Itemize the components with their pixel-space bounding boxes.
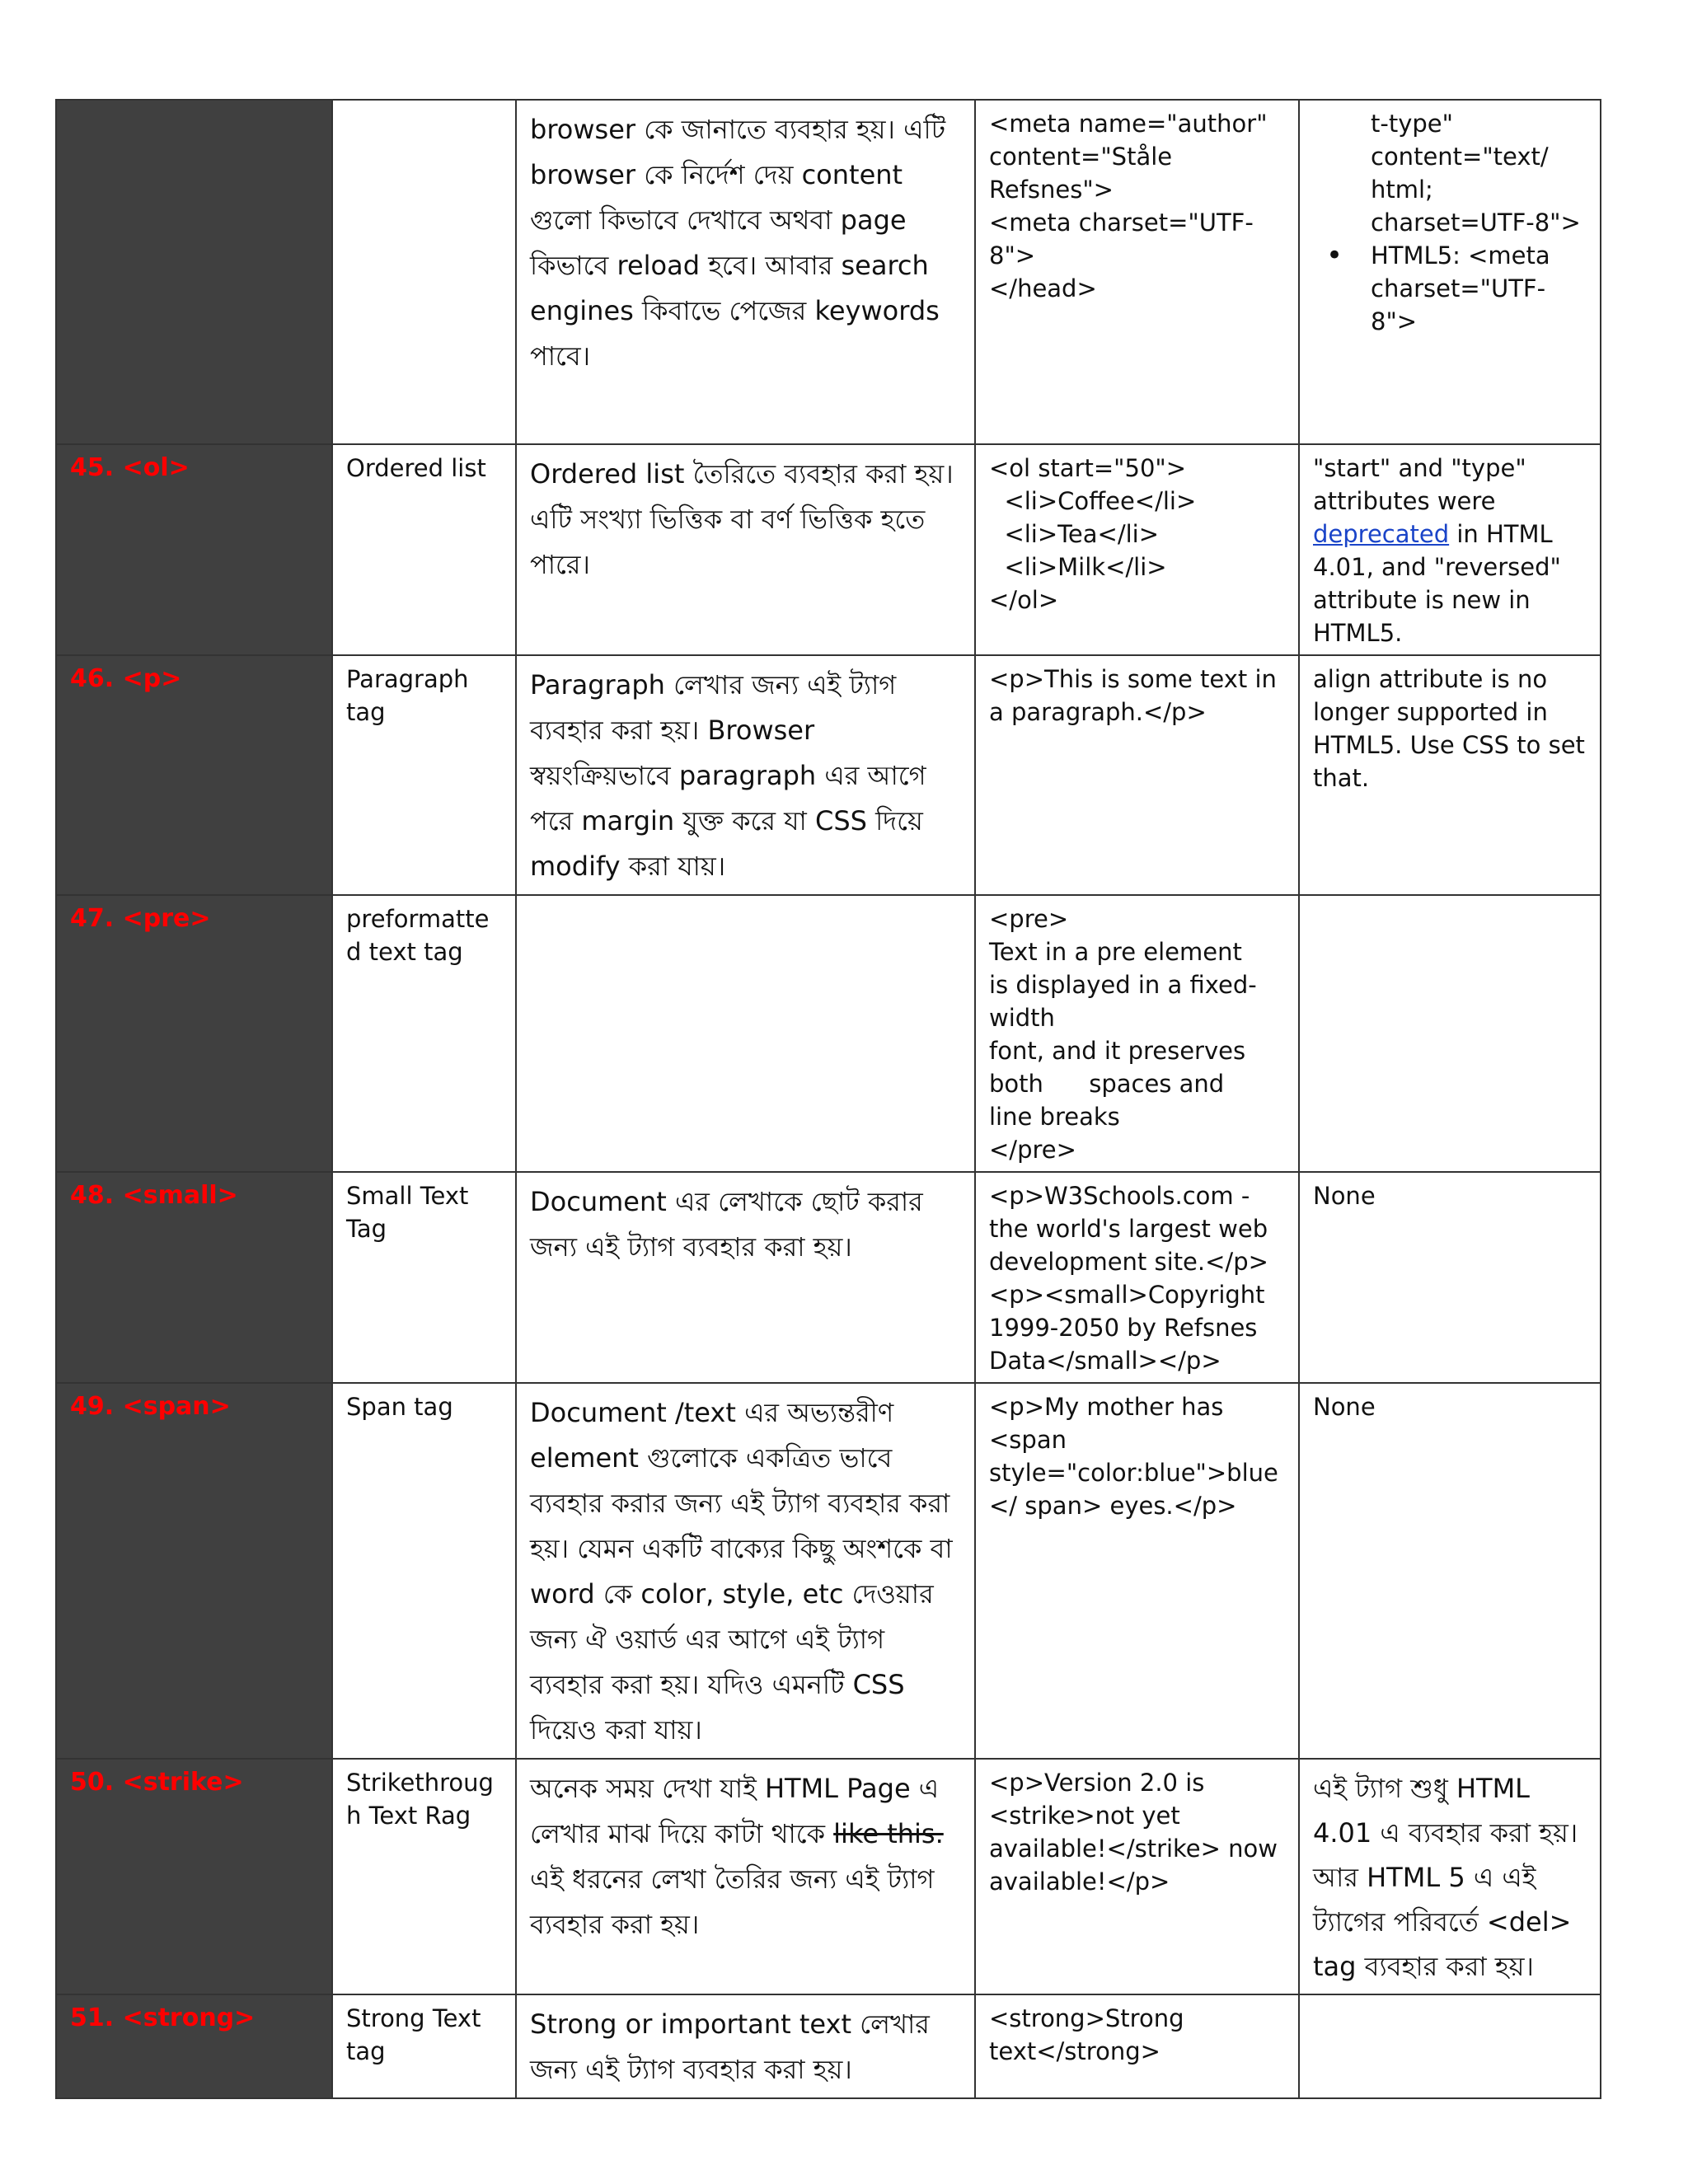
tag-name-cell: Strong Text tag bbox=[332, 1994, 516, 2098]
note-cell bbox=[1299, 895, 1601, 1172]
note-cell: None bbox=[1299, 1383, 1601, 1759]
note-cell: None bbox=[1299, 1172, 1601, 1383]
table-row bbox=[56, 1383, 1601, 1759]
note-cell bbox=[1299, 444, 1601, 655]
example-cell: <strong>Strong text</strong> bbox=[975, 1994, 1299, 2098]
table-row bbox=[56, 444, 1601, 655]
description-cell bbox=[516, 895, 975, 1172]
description-cell: Document এর লেখাকে ছোট করার জন্য এই ট্যাগ ব্যবহার করা হয়। bbox=[516, 1172, 975, 1383]
description-cell: browser কে জানাতে ব্যবহার হয়। এটি browser কে নির্দেশ দেয় content গুলো কিভাবে দেখাবে অথবা page কিভাবে reload হবে। আবার search engines কিবাভে পেজের keywords পাবে। bbox=[516, 100, 975, 444]
note-cell bbox=[1299, 100, 1601, 444]
tag-cell: 47. <pre> bbox=[56, 895, 332, 1172]
note-list-item: • HTML5: <meta charset="UTF-8"> bbox=[1371, 239, 1587, 338]
table-row bbox=[56, 655, 1601, 895]
tag-cell bbox=[56, 100, 332, 444]
example-cell: <p>W3Schools.com - the world's largest web development site.</p> <p><small>Copyright 1999-2050 by Refsnes Data</small></p> bbox=[975, 1172, 1299, 1383]
description-cell: Document /text এর অভ্যন্তরীণ element গুলোকে একত্রিত ভাবে ব্যবহার করার জন্য এই ট্যাগ ব্যবহার করা হয়। যেমন একটি বাক্যের কিছু অংশকে বা word কে color, style, etc দেওয়ার জন্য ঐ ওয়ার্ড এর আগে এই ট্যাগ ব্যবহার করা হয়। যদিও এমনটি CSS দিয়েও করা যায়। bbox=[516, 1383, 975, 1759]
tag-name-cell: Span tag bbox=[332, 1383, 516, 1759]
description-text: অনেক সময় দেখা যাই HTML Page এ লেখার মাঝ দিয়ে কাটা থাকে bbox=[530, 1773, 940, 1849]
table-row bbox=[56, 1994, 1601, 2098]
tag-name-cell: Small Text Tag bbox=[332, 1172, 516, 1383]
description-cell: Paragraph লেখার জন্য এই ট্যাগ ব্যবহার করা হয়। Browser স্বয়ংক্রিয়ভাবে paragraph এর আগে পরে margin যুক্ত করে যা CSS দিয়ে modify করা যায়। bbox=[516, 655, 975, 895]
tag-name-cell: Ordered list bbox=[332, 444, 516, 655]
tag-cell: 46. <p> bbox=[56, 655, 332, 895]
deprecated-link[interactable]: deprecated bbox=[1313, 520, 1450, 548]
description-cell: Ordered list তৈরিতে ব্যবহার করা হয়। এটি সংখ্যা ভিত্তিক বা বর্ণ ভিত্তিক হতে পারে। bbox=[516, 444, 975, 655]
description-cell: Strong or important text লেখার জন্য এই ট্যাগ ব্যবহার করা হয়। bbox=[516, 1994, 975, 2098]
note-cell: align attribute is no longer supported in HTML5. Use CSS to set that. bbox=[1299, 655, 1601, 895]
example-cell: <pre> Text in a pre element is displayed in a fixed- width font, and it preserves both spaces and line breaks </pre> bbox=[975, 895, 1299, 1172]
tag-cell: 51. <strong> bbox=[56, 1994, 332, 2098]
tag-cell: 50. <strike> bbox=[56, 1759, 332, 1994]
description-cell bbox=[516, 1759, 975, 1994]
tag-cell: 48. <small> bbox=[56, 1172, 332, 1383]
strikethrough-sample: like this. bbox=[833, 1818, 944, 1849]
table-row bbox=[56, 1172, 1601, 1383]
example-cell: <ol start="50"> <li>Coffee</li> <li>Tea</li> <li>Milk</li> </ol> bbox=[975, 444, 1299, 655]
note-text: in HTML 4.01, and "reversed" attribute is new in HTML5. bbox=[1313, 520, 1561, 647]
tag-name-cell: Paragraph tag bbox=[332, 655, 516, 895]
example-cell: <meta name="author" content="Ståle Refsnes"> <meta charset="UTF-8"> </head> bbox=[975, 100, 1299, 444]
note-list-item: t-type" content="text/ html; charset=UTF-8"> bbox=[1371, 110, 1581, 237]
tag-cell: 45. <ol> bbox=[56, 444, 332, 655]
note-cell bbox=[1299, 1994, 1601, 2098]
tag-cell: 49. <span> bbox=[56, 1383, 332, 1759]
description-text: এই ধরনের লেখা তৈরির জন্য এই ট্যাগ ব্যবহার করা হয়। bbox=[530, 1863, 935, 1940]
html-tags-table bbox=[55, 99, 1601, 2099]
note-text: "start" and "type" attributes were bbox=[1313, 454, 1526, 515]
tag-name-cell: Strikethrough Text Rag bbox=[332, 1759, 516, 1994]
note-list bbox=[1313, 107, 1587, 338]
example-cell: <p>This is some text in a paragraph.</p> bbox=[975, 655, 1299, 895]
table-row bbox=[56, 1759, 1601, 1994]
table-row bbox=[56, 895, 1601, 1172]
example-cell: <p>My mother has <span style="color:blue">blue</ span> eyes.</p> bbox=[975, 1383, 1299, 1759]
note-cell: এই ট্যাগ শুধু HTML 4.01 এ ব্যবহার করা হয়। আর HTML 5 এ এই ট্যাগের পরিবর্তে <del> tag ব্যবহার করা হয়। bbox=[1299, 1759, 1601, 1994]
tag-name-cell bbox=[332, 100, 516, 444]
table-row bbox=[56, 100, 1601, 444]
example-cell: <p>Version 2.0 is <strike>not yet available!</strike> now available!</p> bbox=[975, 1759, 1299, 1994]
tag-name-cell: preformatted text tag bbox=[332, 895, 516, 1172]
